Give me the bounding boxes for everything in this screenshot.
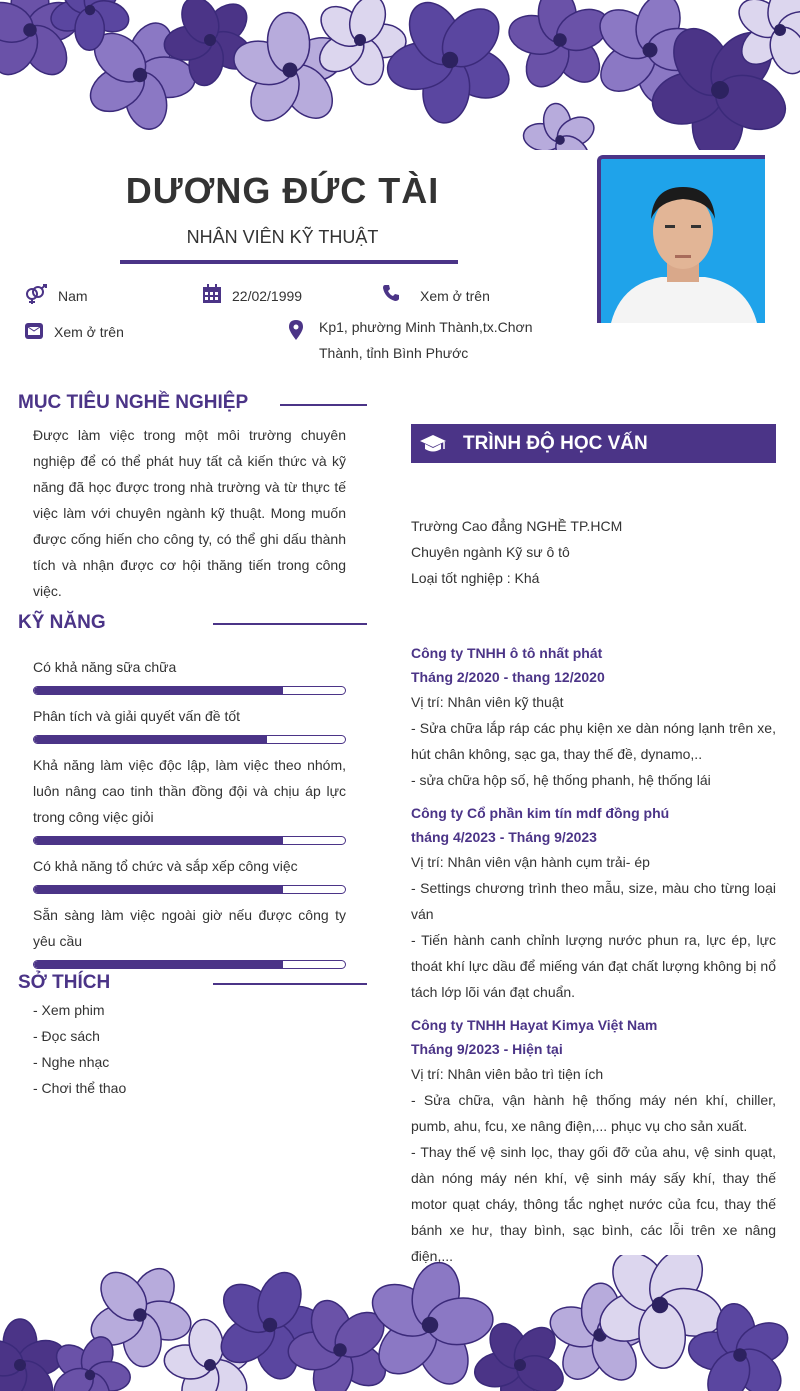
skill-level-bar <box>33 686 346 695</box>
job-period: Tháng 9/2023 - Hiện tại <box>411 1041 563 1057</box>
gender-value: Nam <box>58 288 88 304</box>
skill-level-fill <box>34 961 283 968</box>
hobby-item: - Chơi thể thao <box>33 1080 127 1096</box>
phone-info <box>382 284 490 304</box>
hobbies-list <box>33 997 126 1101</box>
candidate-position: NHÂN VIÊN KỸ THUẬT <box>186 227 379 247</box>
skill-level-fill <box>34 687 283 694</box>
education-major: Chuyên ngành Kỹ sư ô tô <box>411 544 570 560</box>
heading-line <box>213 983 367 985</box>
objective-text: Được làm việc trong một môi trường chuyên nghiệp để có thể phát huy tất cả kiến thức và kỹ năng đã học được trong nhà trường và từ thực tế việc làm với chuyên ngành kỹ thuật. Mong muốn được cống hiến cho công ty, có thể ghi dấu thành tích và nhận được cơ hội thăng tiến trong công việc. <box>33 427 346 599</box>
location-pin-icon <box>289 320 303 340</box>
education-heading: TRÌNH ĐỘ HỌC VẤN <box>463 432 648 454</box>
job-company: Công ty TNHH ô tô nhất phát <box>411 645 603 661</box>
skill-level-bar <box>33 885 346 894</box>
experience-list <box>411 641 776 1277</box>
birthday-value: 22/02/1999 <box>232 288 303 304</box>
skill-level-bar <box>33 735 346 744</box>
skill-item <box>33 703 346 744</box>
graduation-cap-icon <box>419 434 447 454</box>
phone-value: Xem ở trên <box>420 288 490 304</box>
address-value: Kp1, phường Minh Thành,tx.Chơn Thành, tỉnh Bình Phước <box>319 319 533 361</box>
job-detail: - Tiến hành canh chỉnh lượng nước phun ra, lực ép, lực thoát khí lực dầu để miếng ván đạt chất lượng không bị nổ tách lớp lõi ván đạt chuẩn. <box>411 932 776 1000</box>
flower-header-decoration <box>0 0 800 150</box>
profile-photo <box>597 155 765 323</box>
job-detail: - Settings chương trình theo mẫu, size, màu cho từng loại ván <box>411 880 776 922</box>
skill-label: Sẵn sàng làm việc ngoài giờ nếu được công ty yêu cầu <box>33 907 346 949</box>
skill-level-bar <box>33 836 346 845</box>
skill-item <box>33 654 346 695</box>
skill-level-fill <box>34 886 283 893</box>
skill-level-bar <box>33 960 346 969</box>
divider <box>120 260 458 264</box>
calendar-icon <box>202 284 222 304</box>
heading-line <box>213 623 367 625</box>
flower-icon <box>363 0 536 148</box>
hobbies-heading: SỞ THÍCH <box>18 972 111 993</box>
job-period: tháng 4/2023 - Tháng 9/2023 <box>411 829 597 845</box>
job-detail: - Sửa chữa lắp ráp các phụ kiện xe dàn nóng lạnh trên xe, hút chân không, sạc ga, thay thế đề, dynamo,.. <box>411 720 776 762</box>
skill-label: Có khả năng tổ chức và sắp xếp công việc <box>33 858 298 874</box>
skill-label: Khả năng làm việc độc lập, làm việc theo nhóm, luôn nâng cao tinh thần đồng đội và chịu áp lực trong công việc giỏi <box>33 757 346 825</box>
heading-line <box>280 404 367 406</box>
address-info <box>289 320 539 366</box>
skill-level-fill <box>34 736 267 743</box>
job-entry <box>411 1013 776 1269</box>
objective-heading: MỤC TIÊU NGHỀ NGHIỆP <box>18 392 249 413</box>
job-entry <box>411 801 776 1005</box>
job-company: Công ty Cổ phần kim tín mdf đồng phú <box>411 805 670 821</box>
skills-list <box>33 654 346 977</box>
skill-label: Phân tích và giải quyết vấn đề tốt <box>33 708 241 724</box>
skill-item <box>33 902 346 969</box>
job-detail: - Thay thế vệ sinh lọc, thay gối đỡ của ahu, vệ sinh quạt, dàn nóng máy nén khí, vệ sinh máy sấy khí, thay thế motor quạt cháy, thông tắc nghẹt nước của fcu, thay thế bánh xe hư, thay bình, sạc bình, các lỗi trên xe nâng điện,... <box>411 1144 776 1264</box>
job-detail: Vị trí: Nhân viên bảo trì tiện ích <box>411 1066 604 1082</box>
job-detail: Vị trí: Nhân viên vận hành cụm trải- ép <box>411 854 650 870</box>
job-detail: Vị trí: Nhân viên kỹ thuật <box>411 694 564 710</box>
education-details <box>411 513 622 591</box>
education-heading-bar <box>411 424 776 463</box>
education-grade: Loại tốt nghiệp : Khá <box>411 570 540 586</box>
skill-label: Có khả năng sữa chữa <box>33 659 177 675</box>
skills-heading: KỸ NĂNG <box>18 612 106 633</box>
hobby-item: - Nghe nhạc <box>33 1054 110 1070</box>
hobby-item: - Xem phim <box>33 1002 105 1018</box>
gender-info <box>24 284 88 304</box>
hobby-item: - Đọc sách <box>33 1028 100 1044</box>
email-icon <box>24 322 44 340</box>
gender-icon <box>24 284 48 304</box>
phone-icon <box>382 284 400 302</box>
education-school: Trường Cao đẳng NGHỀ TP.HCM <box>411 518 623 534</box>
skill-item <box>33 853 346 894</box>
candidate-name: DƯƠNG ĐỨC TÀI <box>125 170 440 211</box>
email-info <box>24 322 124 340</box>
email-value: Xem ở trên <box>54 324 124 340</box>
flower-icon <box>508 89 612 150</box>
job-company: Công ty TNHH Hayat Kimya Việt Nam <box>411 1017 658 1033</box>
job-entry <box>411 641 776 793</box>
job-detail: - sửa chữa hộp số, hệ thống phanh, hệ thống lái <box>411 772 711 788</box>
job-detail: - Sửa chữa, vận hành hệ thống máy nén khí, chiller, pumb, ahu, fcu, xe nâng điện,... phục vụ cho sản xuất. <box>411 1092 776 1134</box>
job-period: Tháng 2/2020 - thang 12/2020 <box>411 669 605 685</box>
birthday-info <box>202 284 302 304</box>
skill-level-fill <box>34 837 283 844</box>
skill-item <box>33 752 346 845</box>
